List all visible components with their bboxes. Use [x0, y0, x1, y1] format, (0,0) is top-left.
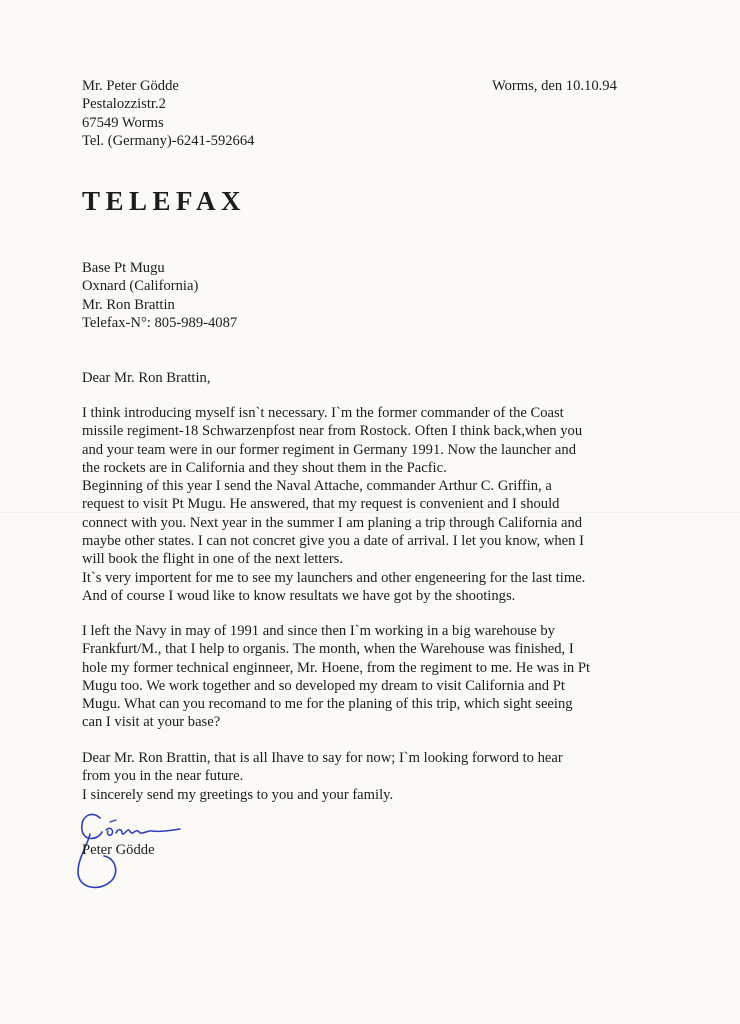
text-line: will book the flight in one of the next letters.: [82, 551, 344, 568]
document-title: TELEFAX: [82, 186, 247, 216]
signature-stroke: [106, 828, 180, 835]
text-line: Beginning of this year I send the Naval Attache, commander Arthur C. Griffin, a: [82, 478, 552, 495]
recipient-line: Mr. Ron Brattin: [82, 296, 175, 313]
letter-date: Worms, den 10.10.94: [492, 78, 617, 94]
sender-phone: Tel. (Germany)-6241-592664: [82, 132, 255, 149]
sender-name: Mr. Peter Gödde: [82, 78, 179, 94]
text-line: Frankfurt/M., that I help to organis. The month, when the Warehouse was finished, I: [82, 641, 574, 658]
body-paragraph-3: [82, 749, 563, 804]
text-line: connect with you. Next year in the summer I am planing a trip through California and: [82, 514, 583, 531]
sender-street: Pestalozzistr.2: [82, 96, 166, 113]
text-line: missile regiment-18 Schwarzenpfost near from Rostock. Often I think back,when you: [82, 423, 583, 440]
text-line: hole my former technical enginneer, Mr. Hoene, from the regiment to me. He was in Pt: [82, 659, 591, 676]
text-line: Mugu too. We work together and so developed my dream to visit California and Pt: [82, 677, 565, 694]
text-line: from you in the near future.: [82, 768, 244, 785]
text-line: I sincerely send my greetings to you and your family.: [82, 786, 394, 803]
sender-address: [82, 77, 254, 150]
text-line: Dear Mr. Ron Brattin, that is all Ihave to say for now; I`m looking forword to hear: [82, 750, 563, 766]
body-paragraph-2: [82, 622, 590, 732]
signature-stroke: [110, 820, 116, 822]
salutation: Dear Mr. Ron Brattin,: [82, 370, 211, 386]
recipient-line: Oxnard (California): [82, 278, 199, 295]
text-line: request to visit Pt Mugu. He answered, that my request is convenient and I should: [82, 496, 560, 513]
recipient-address: [82, 259, 237, 332]
text-line: can I visit at your base?: [82, 714, 221, 731]
text-line: I think introducing myself isn`t necessary. I`m the former commander of the Coast: [82, 405, 564, 421]
text-line: Mugu. What can you recomand to me for the planing of this trip, which sight seeing: [82, 696, 573, 713]
text-line: the rockets are in California and they shout them in the Pacfic.: [82, 459, 447, 476]
text-line: and your team were in our former regiment in Germany 1991. Now the launcher and: [82, 441, 576, 458]
recipient-fax: Telefax-N°: 805-989-4087: [82, 314, 238, 331]
signature-name: Peter Gödde: [82, 842, 155, 858]
text-line: It`s very importent for me to see my launchers and other engeneering for the last time.: [82, 569, 586, 586]
sender-city: 67549 Worms: [82, 114, 164, 131]
text-line: I left the Navy in may of 1991 and since then I`m working in a big warehouse by: [82, 623, 555, 639]
body-paragraph-1: [82, 404, 585, 605]
text-line: maybe other states. I can not concret give you a date of arrival. I let you know, when I: [82, 533, 584, 550]
text-line: And of course I woud like to know resultats we have got by the shootings.: [82, 587, 516, 604]
recipient-line: Base Pt Mugu: [82, 260, 165, 276]
